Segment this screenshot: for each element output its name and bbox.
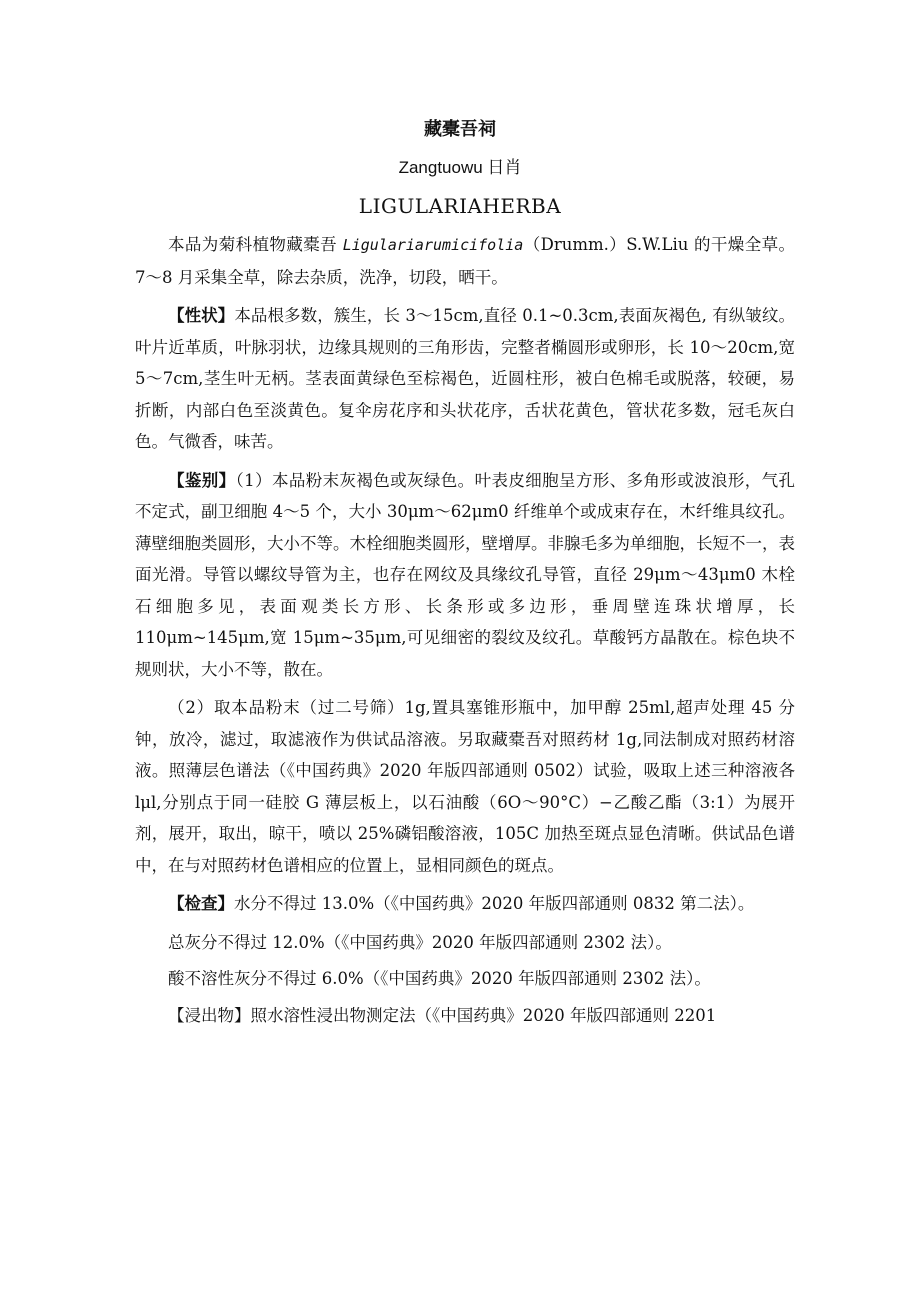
inspection-heading: 【检查】 [168, 894, 234, 913]
document-body [135, 229, 795, 1038]
intro-text-after: （Drumm.）S.W.Liu 的干燥全草。7～8 月采集全草，除去杂质，洗净，切段，晒干。 [135, 235, 796, 287]
inspection-paragraph [135, 888, 795, 920]
extract-paragraph [135, 1000, 795, 1032]
identification-heading: 【鉴别】 [168, 470, 236, 490]
properties-text: 本品根多数，簇生，长 3～15cm,直径 0.1~0.3cm,表面灰褐色, 有纵皱纹。叶片近革质，叶脉羽状，边缘具规则的三角形齿，完整者椭圆形或卵形，长 10～20cm,宽 5～7cm,茎生叶无柄。茎表面黄绿色至棕褐色，近圆柱形，被白色棉毛或脱落，较硬，易折断，内部白色至淡黄色。复伞房花序和头状花序，舌状花黄色，管状花多数，冠毛灰白色。气微香，味苦。 [135, 306, 796, 451]
pinyin-title: Zangtuowu 日肖 [398, 158, 522, 177]
total-ash-text: 总灰分不得过 12.0%（《中国药典》2020 年版四部通则 2302 法）。 [168, 932, 672, 952]
extract-heading: 【浸出物】 [168, 1005, 251, 1025]
intro-paragraph [135, 229, 795, 293]
identification-text-1: （1）本品粉末灰褐色或灰绿色。叶表皮细胞呈方形、多角形或波浪形，气孔不定式，副卫细胞 4～5 个，大小 30μm～62μm0 纤维单个或成束存在，木纤维具纹孔。薄壁细胞类圆形，大小不等。木栓细胞类圆形，壁增厚。非腺毛多为单细胞，长短不一，表面光滑。导管以螺纹导管为主，也存在网纹及具缘纹孔导管，直径 29μm～43μm0 木栓石细胞多见，表面观类长方形、长条形或多边形，垂周壁连珠状增厚，长 110μm~145μm,宽 15μm~35μm,可见细密的裂纹及纹孔。草酸钙方晶散在。棕色块不规则状，大小不等，散在。 [135, 470, 796, 679]
total-ash-paragraph [135, 927, 795, 959]
identification-paragraph-1 [135, 465, 795, 686]
acid-ash-paragraph [135, 963, 795, 995]
inspection-text: 水分不得过 13.0%（《中国药典》2020 年版四部通则 0832 第二法）。 [234, 894, 755, 913]
properties-heading: 【性状】 [168, 306, 235, 325]
page-title: 藏橐吾祠 [424, 119, 496, 140]
identification-paragraph-2 [135, 692, 795, 881]
properties-paragraph [135, 300, 795, 458]
extract-text: 照水溶性浸出物测定法（《中国药典》2020 年版四部通则 2201 [250, 1005, 717, 1025]
latin-title: LIGULARIAHERBA [358, 194, 562, 218]
intro-text-before: 本品为菊科植物藏橐吾 [168, 235, 343, 254]
latin-name: Ligulariarumicifolia [342, 236, 524, 254]
acid-ash-text: 酸不溶性灰分不得过 6.0%（《中国药典》2020 年版四部通则 2302 法）。 [168, 969, 711, 988]
identification-text-2: （2）取本品粉末（过二号筛）1g,置具塞锥形瓶中，加甲醇 25ml,超声处理 45 分钟，放冷，滤过，取滤液作为供试品溶液。另取藏橐吾对照药材 1g,同法制成对照药材溶液。照薄层色谱法（《中国药典》2020 年版四部通则 0502）试验，吸取上述三种溶液各 lμl,分别点于同一硅胶 G 薄层板上，以石油酸（6O～90°C）−乙酸乙酯（3:1）为展开剂，展开，取出，晾干，喷以 25%磷铝酸溶液，105C 加热至斑点显色清晰。供试品色谱中，在与对照药材色谱相应的位置上，显相同颜色的斑点。 [135, 698, 795, 875]
